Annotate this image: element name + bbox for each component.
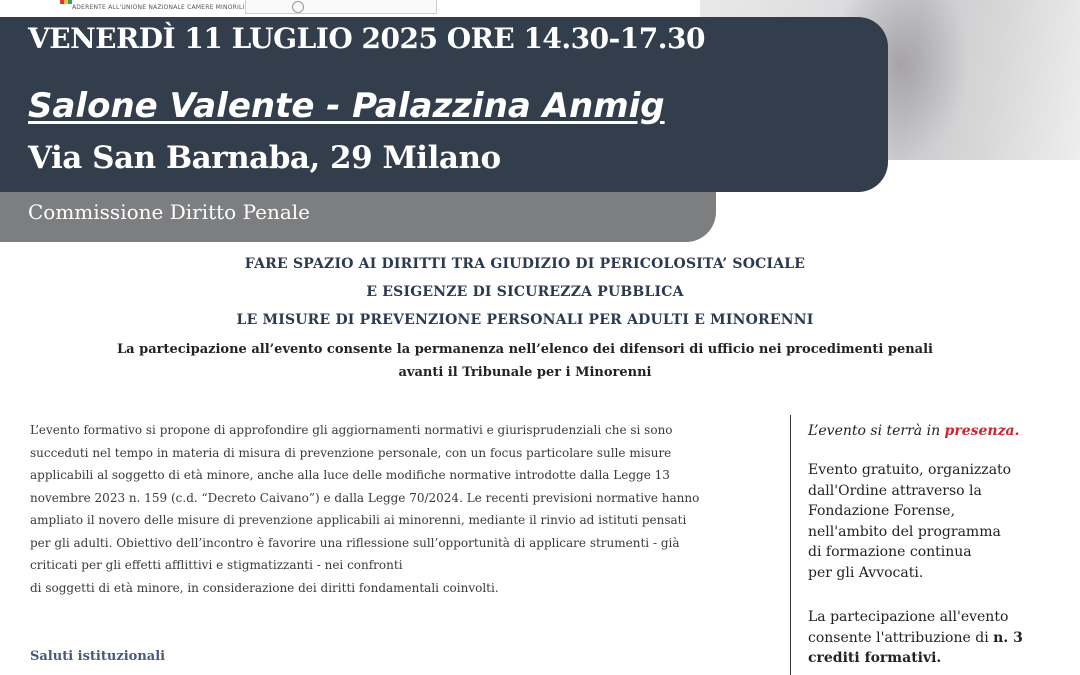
credits-line-1: La partecipazione all'evento	[808, 609, 1009, 625]
attendance-note-line-1: La partecipazione all’evento consente la permanenza nell’elenco dei difensori di ufficio nei procedimenti penali	[117, 342, 933, 357]
event-mode	[808, 421, 1019, 442]
description-line: novembre 2023 n. 159 (c.d. “Decreto Caivano”) e dalla Legge 70/2024. Le recenti previsioni normative hanno	[30, 490, 700, 505]
commission-label: Commissione Diritto Penale	[28, 200, 311, 224]
free-info-line: per gli Avvocati.	[808, 564, 924, 581]
description-line: di soggetti di età minore, in considerazione dei diritti fondamentali coinvolti.	[30, 580, 499, 595]
credits-count: n. 3	[993, 629, 1023, 646]
event-free-info	[808, 460, 1011, 583]
description-line: applicabili al soggetto di età minore, anche alla luce delle modifiche normative introdotte dalla Legge 13	[30, 468, 670, 482]
free-info-line: Evento gratuito, organizzato	[808, 462, 1012, 478]
free-info-line: di formazione continua	[808, 544, 972, 560]
description-line: L’evento formativo si propone di approfondire gli aggiornamenti normativi e giurisprudenziali che si sono	[30, 423, 673, 437]
program-heading: Saluti istituzionali	[30, 649, 166, 664]
credits-info	[808, 607, 1023, 669]
event-mode-value: presenza.	[944, 423, 1020, 439]
description-line: succeduti nel tempo in materia di misura di prevenzione personale, con un focus particolare sulle misure	[30, 445, 672, 460]
free-info-line: Fondazione Forense,	[808, 503, 956, 519]
partner-logo-box	[245, 0, 437, 14]
event-description	[30, 419, 780, 599]
logo-caption: ADERENTE ALL'UNIONE NAZIONALE CAMERE MINORILI	[72, 4, 245, 11]
attendance-note-line-2: avanti il Tribunale per i Minorenni	[398, 365, 652, 380]
event-mode-label: L’evento si terrà in	[808, 423, 945, 439]
event-venue: Salone Valente - Palazzina Anmig	[28, 86, 665, 126]
column-divider	[790, 415, 791, 675]
free-info-line: dall'Ordine attraverso la	[808, 482, 982, 499]
event-title-line-3: LE MISURE DI PREVENZIONE PERSONALI PER ADULTI E MINORENNI	[236, 312, 814, 328]
description-line: criticati per gli effetti afflittivi e stigmatizzanti - nei confronti	[30, 558, 403, 572]
description-line: ampliato il novero delle misure di prevenzione applicabili ai minorenni, mediante il rinvio ad istituti pensati	[30, 513, 687, 527]
event-title-line-2: E ESIGENZE DI SICUREZZA PUBBLICA	[366, 284, 684, 300]
credits-line-3: crediti formativi.	[808, 650, 942, 666]
seal-icon	[292, 1, 304, 13]
event-address: Via San Barnaba, 29 Milano	[28, 140, 501, 176]
event-date: VENERDÌ 11 LUGLIO 2025 ORE 14.30-17.30	[28, 22, 705, 55]
free-info-line: nell'ambito del programma	[808, 523, 1001, 540]
credits-line-2: consente l'attribuzione di	[808, 629, 994, 646]
event-title-line-1: FARE SPAZIO AI DIRITTI TRA GIUDIZIO DI PERICOLOSITA’ SOCIALE	[244, 256, 806, 272]
description-line: per gli adulti. Obiettivo dell’incontro è favorire una riflessione sull’opportunità di applicare strumenti - già	[30, 535, 680, 550]
camera-minorile-logo-icon	[60, 0, 72, 4]
